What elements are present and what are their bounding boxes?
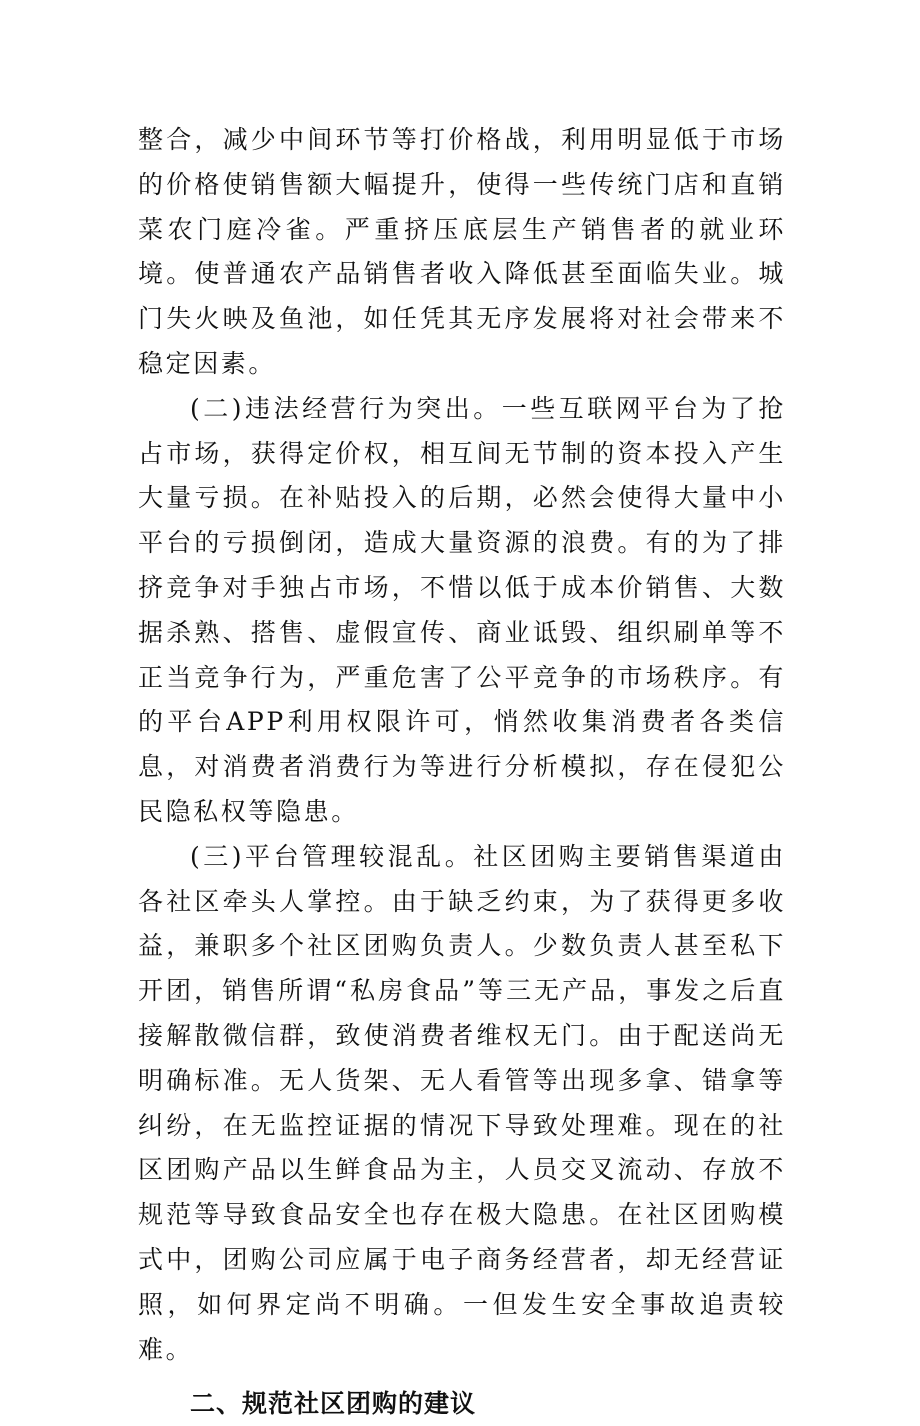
paragraph-platform-management: (三)平台管理较混乱。社区团购主要销售渠道由各社区牵头人掌控。由于缺乏约束，为了获得更多收益，兼职多个社区团购负责人。少数负责人甚至私下开团，销售所谓“私房食品”等三无产品，事发之后直接解散微信群，致使消费者维权无门。由于配送尚无明确标准。无人货架、无人看管等出现多拿、错拿等纠纷，在无监控证据的情况下导致处理难。现在的社区团购产品以生鲜食品为主，人员交叉流动、存放不规范等导致食品安全也存在极大隐患。在社区团购模式中，团购公司应属于电子商务经营者，却无经营证照，如何界定尚不明确。一但发生安全事故追责较难。 (138, 841, 786, 1364)
document-body (138, 118, 786, 1426)
paragraph-continuation: 整合，减少中间环节等打价格战，利用明显低于市场的价格使销售额大幅提升，使得一些传统门店和直销菜农门庭冷雀。严重挤压底层生产销售者的就业环境。使普通农产品销售者收入降低甚至面临失业。城门失火映及鱼池，如任凭其无序发展将对社会带来不稳定因素。 (138, 125, 786, 378)
paragraph-illegal-operation: (二)违法经营行为突出。一些互联网平台为了抢占市场，获得定价权，相互间无节制的资本投入产生大量亏损。在补贴投入的后期，必然会使得大量中小平台的亏损倒闭，造成大量资源的浪费。有的为了排挤竞争对手独占市场，不惜以低于成本价销售、大数据杀熟、搭售、虚假宣传、商业诋毁、组织刷单等不正当竞争行为，严重危害了公平竞争的市场秩序。有的平台APP利用权限许可，悄然收集消费者各类信息，对消费者消费行为等进行分析模拟，存在侵犯公民隐私权等隐患。 (138, 393, 786, 826)
section-heading: 二、规范社区团购的建议 (190, 1389, 477, 1419)
